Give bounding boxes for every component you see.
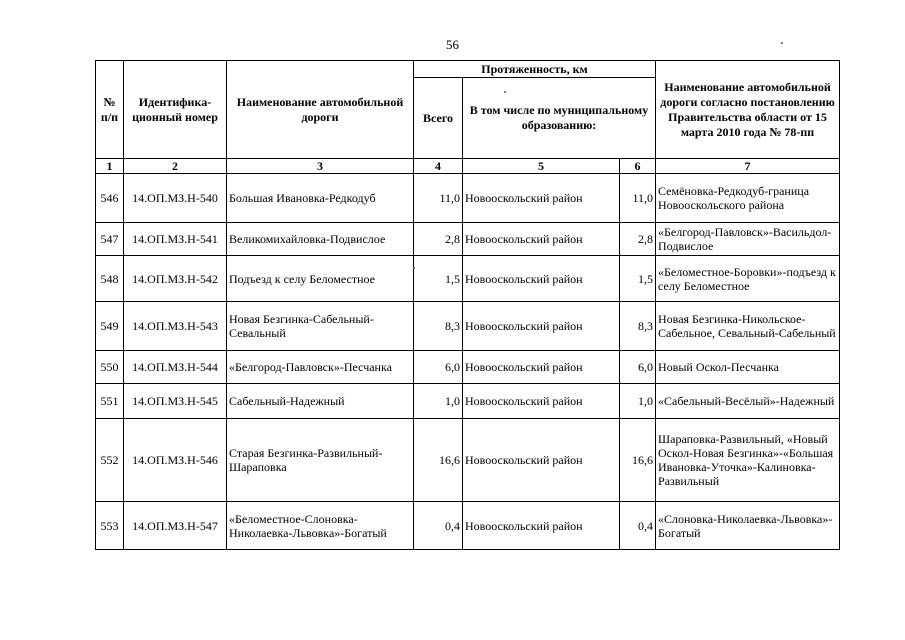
column-index-cell: 7 bbox=[656, 159, 840, 174]
scan-speck bbox=[781, 42, 783, 44]
length-municipal: 16,6 bbox=[620, 419, 656, 502]
length-municipal: 8,3 bbox=[620, 302, 656, 351]
header-id: Идентифика-ционный номер bbox=[124, 61, 227, 159]
road-id: 14.ОП.МЗ.Н-547 bbox=[124, 502, 227, 550]
column-index-row bbox=[96, 159, 840, 174]
municipality: Новооскольский район bbox=[463, 502, 620, 550]
resolution-road-name: «Белгород-Павловск»-Васильдол-Подвислое bbox=[656, 223, 840, 256]
column-index-cell: 5 bbox=[463, 159, 620, 174]
road-id: 14.ОП.МЗ.Н-544 bbox=[124, 351, 227, 384]
header-row-1 bbox=[96, 61, 840, 78]
table-row bbox=[96, 384, 840, 419]
table-row bbox=[96, 419, 840, 502]
length-municipal: 0,4 bbox=[620, 502, 656, 550]
length-municipal: 2,8 bbox=[620, 223, 656, 256]
length-total: 2,8 bbox=[414, 223, 463, 256]
length-total: 6,0 bbox=[414, 351, 463, 384]
table-row bbox=[96, 223, 840, 256]
municipality: Новооскольский район bbox=[463, 174, 620, 223]
road-name: «Белгород-Павловск»-Песчанка bbox=[227, 351, 414, 384]
road-name: Большая Ивановка-Редкодуб bbox=[227, 174, 414, 223]
length-municipal: 11,0 bbox=[620, 174, 656, 223]
row-number: 553 bbox=[96, 502, 124, 550]
resolution-road-name: «Сабельный-Весёлый»-Надежный bbox=[656, 384, 840, 419]
scan-speck bbox=[504, 91, 506, 93]
row-number: 552 bbox=[96, 419, 124, 502]
header-municipal: В том числе по муниципальному образованию: bbox=[463, 78, 656, 159]
header-total: Всего bbox=[414, 78, 463, 159]
municipality: Новооскольский район bbox=[463, 351, 620, 384]
table-row bbox=[96, 302, 840, 351]
length-total: 0,4 bbox=[414, 502, 463, 550]
length-municipal: 6,0 bbox=[620, 351, 656, 384]
road-id: 14.ОП.МЗ.Н-546 bbox=[124, 419, 227, 502]
resolution-road-name: Шараповка-Развильный, «Новый Оскол-Новая Безгинка»-«Большая Ивановка-Уточка»-Калиновка-Развильный bbox=[656, 419, 840, 502]
municipality: Новооскольский район bbox=[463, 223, 620, 256]
road-id: 14.ОП.МЗ.Н-540 bbox=[124, 174, 227, 223]
length-municipal: 1,5 bbox=[620, 256, 656, 302]
municipality: Новооскольский район bbox=[463, 302, 620, 351]
road-id: 14.ОП.МЗ.Н-541 bbox=[124, 223, 227, 256]
page-number: 56 bbox=[446, 37, 459, 52]
header-num: № п/п bbox=[96, 61, 124, 159]
road-id: 14.ОП.МЗ.Н-542 bbox=[124, 256, 227, 302]
road-name: Сабельный-Надежный bbox=[227, 384, 414, 419]
length-total: 11,0 bbox=[414, 174, 463, 223]
row-number: 547 bbox=[96, 223, 124, 256]
resolution-road-name: Новый Оскол-Песчанка bbox=[656, 351, 840, 384]
length-total: 16,6 bbox=[414, 419, 463, 502]
road-name: Подъезд к селу Беломестное bbox=[227, 256, 414, 302]
road-name: Великомихайловка-Подвислое bbox=[227, 223, 414, 256]
header-length-group: Протяженность, км bbox=[414, 61, 656, 78]
column-index-cell: 1 bbox=[96, 159, 124, 174]
row-number: 548 bbox=[96, 256, 124, 302]
road-id: 14.ОП.МЗ.Н-543 bbox=[124, 302, 227, 351]
table-body bbox=[96, 174, 840, 550]
resolution-road-name: «Слоновка-Николаевка-Львовка»-Богатый bbox=[656, 502, 840, 550]
road-name: Новая Безгинка-Сабельный-Севальный bbox=[227, 302, 414, 351]
column-index-cell: 6 bbox=[620, 159, 656, 174]
length-total: 1,5 bbox=[414, 256, 463, 302]
row-number: 546 bbox=[96, 174, 124, 223]
resolution-road-name: Семёновка-Редкодуб-граница Новооскольского района bbox=[656, 174, 840, 223]
header-resolution: Наименование автомобильной дороги согласно постановлению Правительства области от 15 марта 2010 года № 78-пп bbox=[656, 61, 840, 159]
road-name: Старая Безгинка-Развильный-Шараповка bbox=[227, 419, 414, 502]
municipality: Новооскольский район bbox=[463, 419, 620, 502]
municipality: Новооскольский район bbox=[463, 384, 620, 419]
table-row bbox=[96, 502, 840, 550]
resolution-road-name: «Беломестное-Боровки»-подъезд к селу Беломестное bbox=[656, 256, 840, 302]
municipality: Новооскольский район bbox=[463, 256, 620, 302]
table-row bbox=[96, 256, 840, 302]
header-name: Наименование автомобильной дороги bbox=[227, 61, 414, 159]
column-index-cell: 3 bbox=[227, 159, 414, 174]
column-index-cell: 2 bbox=[124, 159, 227, 174]
row-number: 549 bbox=[96, 302, 124, 351]
column-index-cell: 4 bbox=[414, 159, 463, 174]
table-row bbox=[96, 174, 840, 223]
roads-table bbox=[95, 60, 840, 550]
row-number: 551 bbox=[96, 384, 124, 419]
road-id: 14.ОП.МЗ.Н-545 bbox=[124, 384, 227, 419]
row-number: 550 bbox=[96, 351, 124, 384]
length-municipal: 1,0 bbox=[620, 384, 656, 419]
scan-speck bbox=[413, 267, 415, 269]
length-total: 8,3 bbox=[414, 302, 463, 351]
table-row bbox=[96, 351, 840, 384]
road-name: «Беломестное-Слоновка-Николаевка-Львовка»-Богатый bbox=[227, 502, 414, 550]
length-total: 1,0 bbox=[414, 384, 463, 419]
resolution-road-name: Новая Безгинка-Никольское-Сабельное, Севальный-Сабельный bbox=[656, 302, 840, 351]
